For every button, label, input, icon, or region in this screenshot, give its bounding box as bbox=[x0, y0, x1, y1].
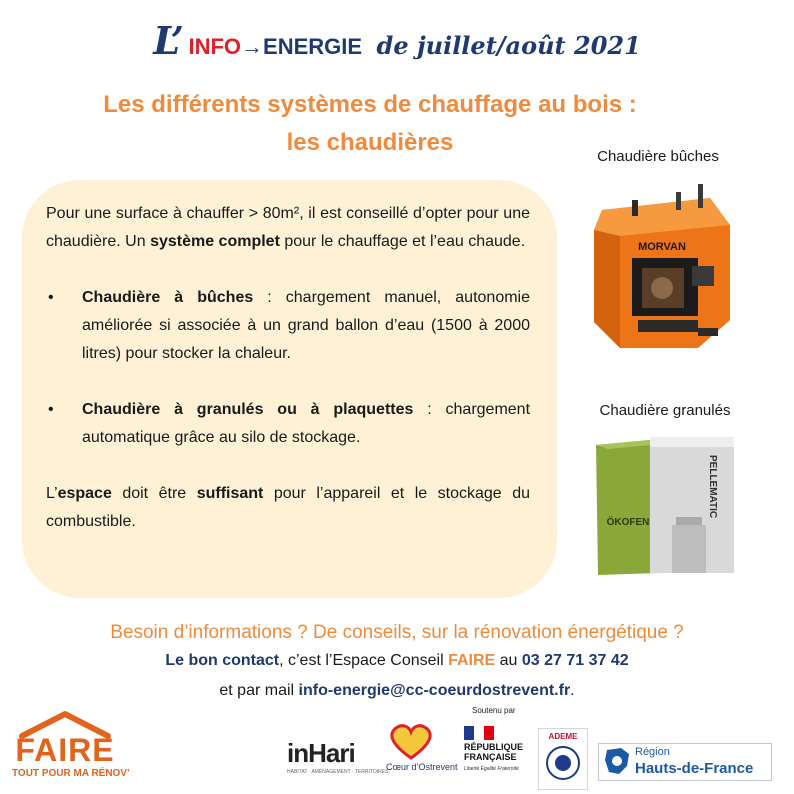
caption-log-boiler: Chaudière bûches bbox=[597, 148, 719, 165]
intro-text-1: Pour une surface à chauffer > 80m², il est conseillé d’opter pour une chaudière. Un bbox=[46, 205, 530, 250]
region-hdf-logo bbox=[598, 743, 772, 781]
region-name: Hauts-de-France bbox=[635, 760, 754, 777]
faire-label: FAIRE bbox=[448, 652, 496, 669]
intro-bold: système complet bbox=[150, 233, 280, 250]
bullet1-text: : chargement manuel, autonomie améliorée si associée à un grand ballon d’eau (1500 à 2000 litres) pour stocker la chaleur. bbox=[82, 289, 531, 362]
pellet-model-label: PELLEMATIC bbox=[707, 455, 718, 519]
contact-text-1: , c’est l’Espace Conseil bbox=[279, 652, 449, 669]
list-item bbox=[46, 284, 530, 368]
bullet-icon: • bbox=[48, 401, 54, 418]
caption-pellet-boiler: Chaudière granulés bbox=[599, 402, 731, 419]
faire-logo bbox=[12, 710, 147, 788]
faire-tagline: TOUT POUR MA RÉNOV’ bbox=[12, 768, 130, 779]
rf-name: RÉPUBLIQUE FRANÇAISE bbox=[464, 742, 524, 762]
republique-francaise-logo bbox=[462, 726, 532, 792]
header-arrow: → bbox=[241, 34, 264, 59]
mail-suffix: . bbox=[570, 682, 575, 699]
inhari-subtitle: HABITAT · AMÉNAGEMENT · TERRITOIRES bbox=[287, 769, 389, 775]
inhari-logo bbox=[287, 738, 389, 788]
bullet2-text: : chargement automatique grâce au silo de stockage. bbox=[82, 401, 531, 446]
outro-bold-2: suffisant bbox=[196, 485, 264, 502]
header-info: INFO bbox=[188, 34, 242, 59]
coeur-ostrevent-logo bbox=[386, 722, 458, 790]
faire-logo-text: FAIRE bbox=[15, 732, 115, 768]
header-prefix: L’ bbox=[153, 18, 185, 63]
ademe-emblem-icon bbox=[539, 743, 587, 787]
mail-prefix: et par mail bbox=[219, 682, 299, 699]
pellet-brand-label: ÖKOFEN bbox=[606, 517, 650, 528]
bon-contact-label: Le bon contact bbox=[165, 652, 280, 669]
coeur-name: Cœur d’Ostrevent bbox=[386, 762, 458, 772]
bullet2-bold: Chaudière à granulés ou à plaquettes bbox=[82, 401, 414, 418]
mail-line bbox=[0, 682, 794, 700]
region-map-icon bbox=[601, 746, 633, 778]
header-energie: ENERGIE bbox=[263, 34, 363, 59]
ademe-name: ADEME bbox=[548, 732, 578, 741]
bullet-list bbox=[46, 284, 530, 452]
list-item bbox=[46, 396, 530, 452]
intro-text-2: pour le chauffage et l’eau chaude. bbox=[279, 233, 526, 250]
header-date: de juillet/août 2021 bbox=[376, 31, 641, 60]
title-line-2: les chaudières bbox=[286, 129, 454, 156]
outro-text-3: pour l’appareil et le stockage du combustible. bbox=[46, 485, 530, 530]
region-small-label: Région bbox=[635, 746, 670, 758]
outro-text-1: L’ bbox=[46, 485, 58, 502]
rf-motto: Liberté Égalité Fraternité bbox=[464, 766, 519, 772]
title-line-1: Les différents systèmes de chauffage au bois : bbox=[103, 91, 637, 118]
ademe-logo bbox=[538, 728, 588, 790]
contact-text-2: au bbox=[495, 652, 522, 669]
bullet1-bold: Chaudière à bûches bbox=[82, 289, 254, 306]
help-question: Besoin d’informations ? De conseils, sur la rénovation énergétique ? bbox=[110, 622, 684, 643]
heart-icon bbox=[386, 722, 436, 762]
header-title bbox=[0, 18, 794, 63]
outro-text-2: doit être bbox=[111, 485, 197, 502]
log-boiler-image bbox=[580, 170, 740, 370]
bullet-icon: • bbox=[48, 289, 54, 306]
intro-paragraph bbox=[46, 200, 530, 256]
phone-number[interactable]: 03 27 71 37 42 bbox=[521, 652, 629, 669]
pellet-boiler-image bbox=[590, 425, 740, 585]
inhari-name: inHari bbox=[287, 738, 355, 768]
contact-line bbox=[0, 652, 794, 670]
content-text bbox=[46, 200, 530, 536]
outro-bold-1: espace bbox=[57, 485, 112, 502]
supported-by-label: Soutenu par bbox=[472, 706, 516, 715]
email-link[interactable]: info-energie@cc-coeurdostrevent.fr bbox=[298, 682, 571, 699]
marianne-icon bbox=[464, 726, 494, 740]
outro-paragraph bbox=[46, 480, 530, 536]
boiler-brand-label: MORVAN bbox=[638, 241, 686, 253]
